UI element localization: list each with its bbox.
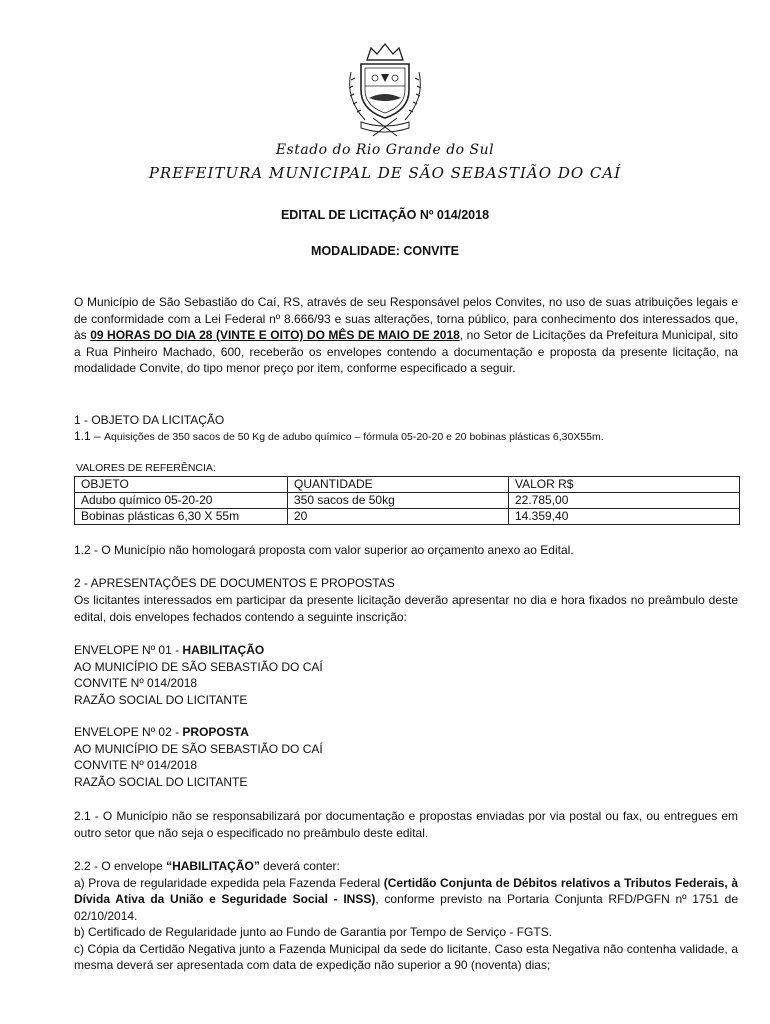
section-1-1-number: 1.1 – <box>74 429 105 443</box>
envelope-2-prefix: ENVELOPE Nº 02 - <box>74 725 183 739</box>
envelope-1-line: CONVITE Nº 014/2018 <box>74 676 198 690</box>
envelope-1-prefix: ENVELOPE Nº 01 - <box>74 643 183 657</box>
section-2-2-item-a <box>74 875 738 925</box>
valores-label: VALORES DE REFERÊNCIA: <box>76 462 216 474</box>
edital-title: EDITAL DE LICITAÇÃO Nº 014/2018 <box>280 208 490 222</box>
table-cell: 20 <box>288 509 509 525</box>
item-a-certidao: (Certidão Conjunta de Débitos relativos a Tributos Federais, à Dívida Ativa da União e Seguridade Social - INSS) <box>74 875 738 906</box>
prefeitura-name: PREFEITURA MUNICIPAL DE SÃO SEBASTIÃO DO CAÍ <box>148 164 622 182</box>
session-datetime: 09 HORAS DO DIA 28 (VINTE E OITO) DO MÊS DE MAIO DE 2018 <box>90 328 460 342</box>
table-cell: 22.785,00 <box>509 493 740 509</box>
table-row <box>75 509 740 525</box>
preamble-text-2: , no Setor de Licitações da Prefeitura Municipal, sito a Rua Pinheiro Machado, 600, receberão os envelopes contendo a documentação e proposta da presente licitação, na modalidade Convite, do tipo menor preço por item, conforme especificado a seguir. <box>74 328 738 375</box>
envelope-1-title <box>74 642 738 659</box>
section-1-1 <box>74 428 738 446</box>
table-cell: 350 sacos de 50kg <box>288 493 509 509</box>
section-2-2 <box>74 858 738 974</box>
section-2-2-item-b: b) Certificado de Regularidade junto ao Fundo de Garantia por Tempo de Serviço - FGTS. <box>74 925 553 939</box>
item-a-text: a) Prova de regularidade expedida pela Fazenda Federal <box>74 875 384 890</box>
envelope-2-line: RAZÃO SOCIAL DO LICITANTE <box>74 774 248 789</box>
section-2-1: 2.1 - O Município não se responsabilizará por documentação e propostas enviadas por via postal ou fax, ou entregues em outro setor que não seja o especificado no preâmbulo deste edital. <box>74 809 738 840</box>
section-2-2-envelope: “HABILITAÇÃO” <box>166 859 260 873</box>
envelope-2-type: PROPOSTA <box>182 725 249 739</box>
section-2-2-suffix: deverá conter: <box>259 859 340 873</box>
section-2-2-item-c: c) Cópia da Certidão Negativa junto a Fazenda Municipal da sede do licitante. Caso esta Negativa não contenha validade, a mesma deverá ser apresentada com data de expedição não superior a 90 (noventa) dias; <box>74 941 738 972</box>
section-2-2-intro <box>74 858 738 875</box>
table-header-cell: VALOR R$ <box>509 477 740 493</box>
envelope-1-line: RAZÃO SOCIAL DO LICITANTE <box>74 692 248 707</box>
table-header-cell: OBJETO <box>75 477 288 493</box>
envelope-2 <box>74 724 738 790</box>
table-header-cell: QUANTIDADE <box>288 477 509 493</box>
section-2-2-prefix: 2.2 - O envelope <box>74 859 167 873</box>
envelope-2-line: AO MUNICÍPIO DE SÃO SEBASTIÃO DO CAÍ <box>74 741 323 756</box>
section-1-heading: 1 - OBJETO DA LICITAÇÃO <box>74 413 225 427</box>
table-cell: 14.359,40 <box>509 509 740 525</box>
table-cell: Adubo químico 05-20-20 <box>75 493 288 509</box>
envelope-2-title <box>74 724 738 741</box>
section-2-heading: 2 - APRESENTAÇÕES DE DOCUMENTOS E PROPOSTAS <box>74 576 395 590</box>
table-header-row <box>75 477 740 493</box>
valores-table <box>74 476 740 525</box>
table-row <box>75 493 740 509</box>
state-name: Estado do Rio Grande do Sul <box>275 142 495 158</box>
envelope-1 <box>74 642 738 708</box>
item-a-portaria: , conforme previsto na Portaria Conjunta RFD/PGFN nº 1751 de 02/10/2014. <box>74 892 739 923</box>
section-2-text: Os licitantes interessados em participar da presente licitação deverão apresentar no dia e hora fixados no preâmbulo deste edital, dois envelopes fechados contendo a seguinte inscrição: <box>74 593 738 624</box>
preamble-text-1: O Município de São Sebastião do Caí, RS, através de seu Responsável pelos Convites, no uso de suas atribuições legais e de conformidade com a Lei Federal nº 8.666/93 e suas alterações, torna público, para conhecimento dos interessados que, às <box>74 295 738 342</box>
envelope-2-line: CONVITE Nº 014/2018 <box>74 758 198 772</box>
table-cell: Bobinas plásticas 6,30 X 55m <box>75 509 288 525</box>
envelope-1-type: HABILITAÇÃO <box>182 643 265 657</box>
municipal-coat-of-arms-icon <box>337 38 433 138</box>
section-1-1-text: Aquisições de 350 sacos de 50 Kg de adubo químico – fórmula 05-20-20 e 20 bobinas plásticas 6,30X55m. <box>104 431 604 443</box>
preamble-paragraph <box>74 294 738 377</box>
modalidade: MODALIDADE: CONVITE <box>311 244 459 258</box>
envelope-1-line: AO MUNICÍPIO DE SÃO SEBASTIÃO DO CAÍ <box>74 659 323 674</box>
section-1-2: 1.2 - O Município não homologará proposta com valor superior ao orçamento anexo ao Edital. <box>74 543 574 557</box>
